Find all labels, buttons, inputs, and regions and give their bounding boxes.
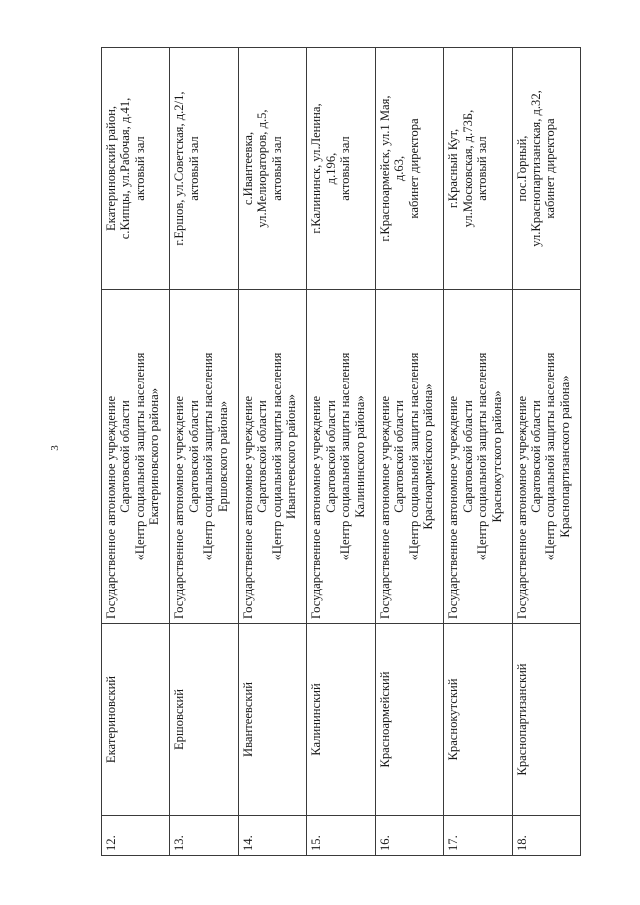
address-line: д.196, xyxy=(323,152,338,185)
organization-cell xyxy=(238,290,306,624)
address-cell xyxy=(238,48,306,290)
row-number: 12. xyxy=(102,816,170,856)
organization-line: Государственное автономное учреждение xyxy=(309,395,324,619)
address-line: актовый зал xyxy=(338,136,353,201)
address-line: с.Кипцы, ул.Рабочая, д.41, xyxy=(118,97,133,240)
row-number: 16. xyxy=(375,816,443,856)
district-cell: Краснопартизанский xyxy=(512,624,580,816)
organization-line: Государственное автономное учреждение xyxy=(104,395,118,619)
address-line: г.Красный Кут, xyxy=(446,128,461,209)
row-number: 14. xyxy=(238,816,306,856)
address-line: г.Ершов, ул.Советская, д.2/1, xyxy=(172,91,187,246)
organization-cell xyxy=(375,290,443,624)
organization-cell xyxy=(512,290,580,624)
organization-line: Краснокутского района» xyxy=(489,390,504,523)
address-line: ул.Краснопартизанская, д.32, xyxy=(529,90,543,247)
organization-line: Саратовской области xyxy=(118,400,133,513)
rotated-table-container xyxy=(101,48,581,856)
row-number: 18. xyxy=(512,816,580,856)
organization-line: «Центр социальной защиты населения xyxy=(406,352,421,561)
organization-line: Саратовской области xyxy=(186,400,201,513)
table-row xyxy=(102,48,170,856)
address-cell xyxy=(444,48,512,290)
organization-line: Калининского района» xyxy=(352,395,367,518)
organization-cell xyxy=(102,290,170,624)
page-number: 3 xyxy=(48,445,61,451)
table-row xyxy=(307,48,375,856)
organization-line: Государственное автономное учреждение xyxy=(377,395,392,619)
address-line: с.Ивантеевка, xyxy=(240,131,255,206)
organization-line: «Центр социальной защиты населения xyxy=(338,352,353,561)
organization-cell xyxy=(444,290,512,624)
organization-line: Саратовской области xyxy=(323,400,338,513)
row-number: 13. xyxy=(170,816,238,856)
organization-line: «Центр социальной защиты населения xyxy=(132,352,147,561)
address-line: актовый зал xyxy=(132,136,147,201)
address-line: д.63, xyxy=(392,155,407,182)
address-line: Екатериновский район, xyxy=(104,105,118,232)
address-line: г.Калининск, ул.Ленина, xyxy=(309,103,324,234)
table-row xyxy=(170,48,238,856)
address-cell xyxy=(307,48,375,290)
organization-cell xyxy=(170,290,238,624)
organization-line: Государственное автономное учреждение xyxy=(514,395,529,619)
organization-line: Ершовского района» xyxy=(215,400,230,513)
organization-line: Краснопартизанского района» xyxy=(557,375,572,538)
organization-line: Саратовской области xyxy=(529,400,543,513)
address-line: ул.Московская, д.73Б, xyxy=(460,109,475,228)
table-row xyxy=(444,48,512,856)
organization-line: «Центр социальной защиты населения xyxy=(543,352,558,561)
organization-line: «Центр социальной защиты населения xyxy=(201,352,216,561)
table-row xyxy=(238,48,306,856)
row-number: 17. xyxy=(444,816,512,856)
organization-line: Саратовской области xyxy=(255,400,270,513)
address-cell xyxy=(102,48,170,290)
organization-line: Государственное автономное учреждение xyxy=(172,395,187,619)
institutions-table xyxy=(101,47,581,856)
organization-line: Саратовской области xyxy=(460,400,475,513)
address-line: ул.Мелиораторов, д.5, xyxy=(255,109,270,228)
organization-line: Саратовской области xyxy=(392,400,407,513)
address-line: пос.Горный, xyxy=(514,135,529,202)
address-line: кабинет директора xyxy=(543,118,558,219)
organization-line: Екатериновского района» xyxy=(147,387,162,526)
organization-cell xyxy=(307,290,375,624)
district-cell: Ершовский xyxy=(170,624,238,816)
address-line: кабинет директора xyxy=(406,118,421,219)
table-row xyxy=(375,48,443,856)
district-cell: Ивантеевский xyxy=(238,624,306,816)
table-row xyxy=(512,48,580,856)
district-cell: Калининский xyxy=(307,624,375,816)
row-number: 15. xyxy=(307,816,375,856)
district-cell: Краснокутский xyxy=(444,624,512,816)
organization-line: «Центр социальной защиты населения xyxy=(269,352,284,561)
organization-line: Государственное автономное учреждение xyxy=(446,395,461,619)
district-cell: Красноармейский xyxy=(375,624,443,816)
address-cell xyxy=(375,48,443,290)
organization-line: «Центр социальной защиты населения xyxy=(475,352,490,561)
organization-line: Государственное автономное учреждение xyxy=(240,395,255,619)
address-line: г.Красноармейск, ул.1 Мая, xyxy=(377,95,392,242)
address-line: актовый зал xyxy=(269,136,284,201)
address-cell xyxy=(512,48,580,290)
address-line: актовый зал xyxy=(475,136,490,201)
address-cell xyxy=(170,48,238,290)
table-body xyxy=(102,48,581,856)
organization-line: Ивантеевского района» xyxy=(284,394,299,519)
organization-line: Красноармейского района» xyxy=(421,383,436,530)
district-cell: Екатериновский xyxy=(102,624,170,816)
address-line: актовый зал xyxy=(186,136,201,201)
